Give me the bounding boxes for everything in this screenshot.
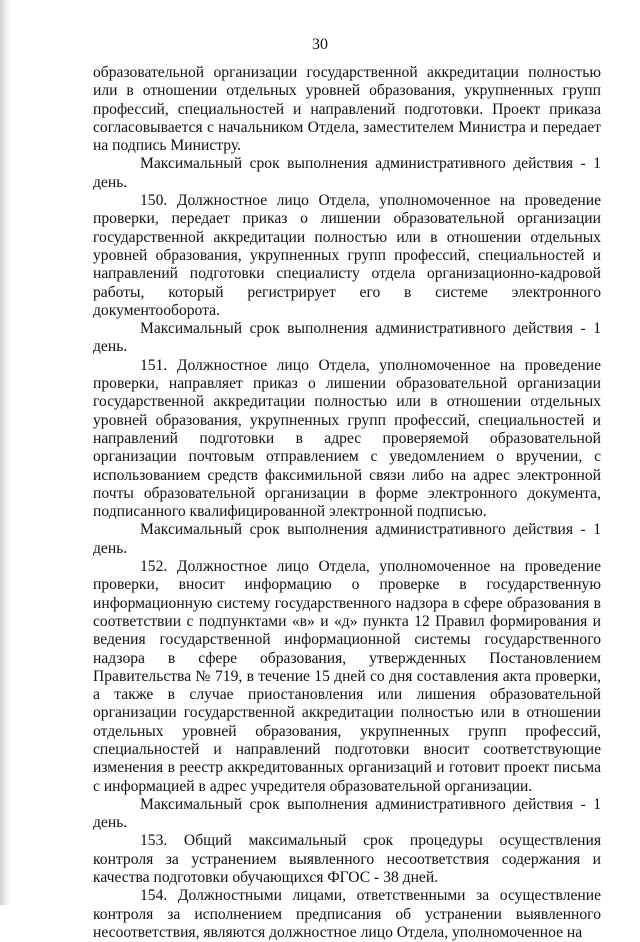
paragraph-max-term: Максимальный срок выполнения административного действия - 1 день.: [93, 521, 601, 557]
paragraph-150: 150. Должностное лицо Отдела, уполномоченное на проведение проверки, передает приказ о лишении образовательной организации государственной аккредитации полностью или в отношении отдельных уровней образования, укрупненных групп профессий, специальностей и направлений подготовки специалисту отдела организационно-кадровой работы, который регистрирует его в системе электронного документооборота.: [93, 192, 601, 319]
scan-edge-shadow: [0, 0, 12, 905]
paragraph-154: 154. Должностными лицами, ответственными за осуществление контроля за исполнением предписания об устранении выявленного несоответствия, являются должностное лицо Отдела, уполномоченное на: [93, 887, 601, 941]
paragraph-max-term: Максимальный срок выполнения административного действия - 1 день.: [93, 320, 601, 356]
paragraph-max-term: Максимальный срок выполнения административного действия - 1 день.: [93, 795, 601, 832]
paragraph-153: 153. Общий максимальный срок процедуры осуществления контроля за устранением выявленного несоответствия содержания и качества подготовки обучающихся ФГОС - 38 дней.: [93, 832, 601, 887]
paragraph-continuation: образовательной организации государственной аккредитации полностью или в отношении отдельных уровней образования, укрупненных групп профессий, специальностей и направлений подготовки. Проект приказа согласовывается с начальником Отдела, заместителем Министра и передает на подпись Министру.: [93, 64, 601, 155]
paragraph-max-term: Максимальный срок выполнения административного действия - 1 день.: [93, 155, 601, 191]
page-number: 30: [312, 36, 328, 53]
paragraph-152: 152. Должностное лицо Отдела, уполномоченное на проведение проверки, вносит информацию о проверке в государственную информационную систему государственного надзора в сфере образования в соответствии с подпунктами «в» и «д» пункта 12 Правил формирования и ведения государственной информационной системы государственного надзора в сфере образования, утвержденных Постановлением Правительства № 719, в течение 15 дней со дня составления акта проверки, а также в случае приостановления или лишения образовательной организации государственной аккредитации полностью или в отношении отдельных уровней образования, укрупненных групп профессий, специальностей и направлений подготовки вносит соответствующие изменения в реестр аккредитованных организаций и готовит проект письма с информацией в адрес учредителя образовательной организации.: [93, 558, 601, 795]
document-body: [93, 64, 601, 942]
paragraph-151: 151. Должностное лицо Отдела, уполномоченное на проведение проверки, направляет приказ о лишении образовательной организации государственной аккредитации полностью или в отношении отдельных уровней образования, укрупненных групп профессий, специальностей и направлений подготовки в адрес проверяемой образовательной организации почтовым отправлением с уведомлением о вручении, с использованием средств факсимильной связи либо на адрес электронной почты образовательной организации в форме электронного документа, подписанного квалифицированной электронной подписью.: [93, 356, 601, 521]
